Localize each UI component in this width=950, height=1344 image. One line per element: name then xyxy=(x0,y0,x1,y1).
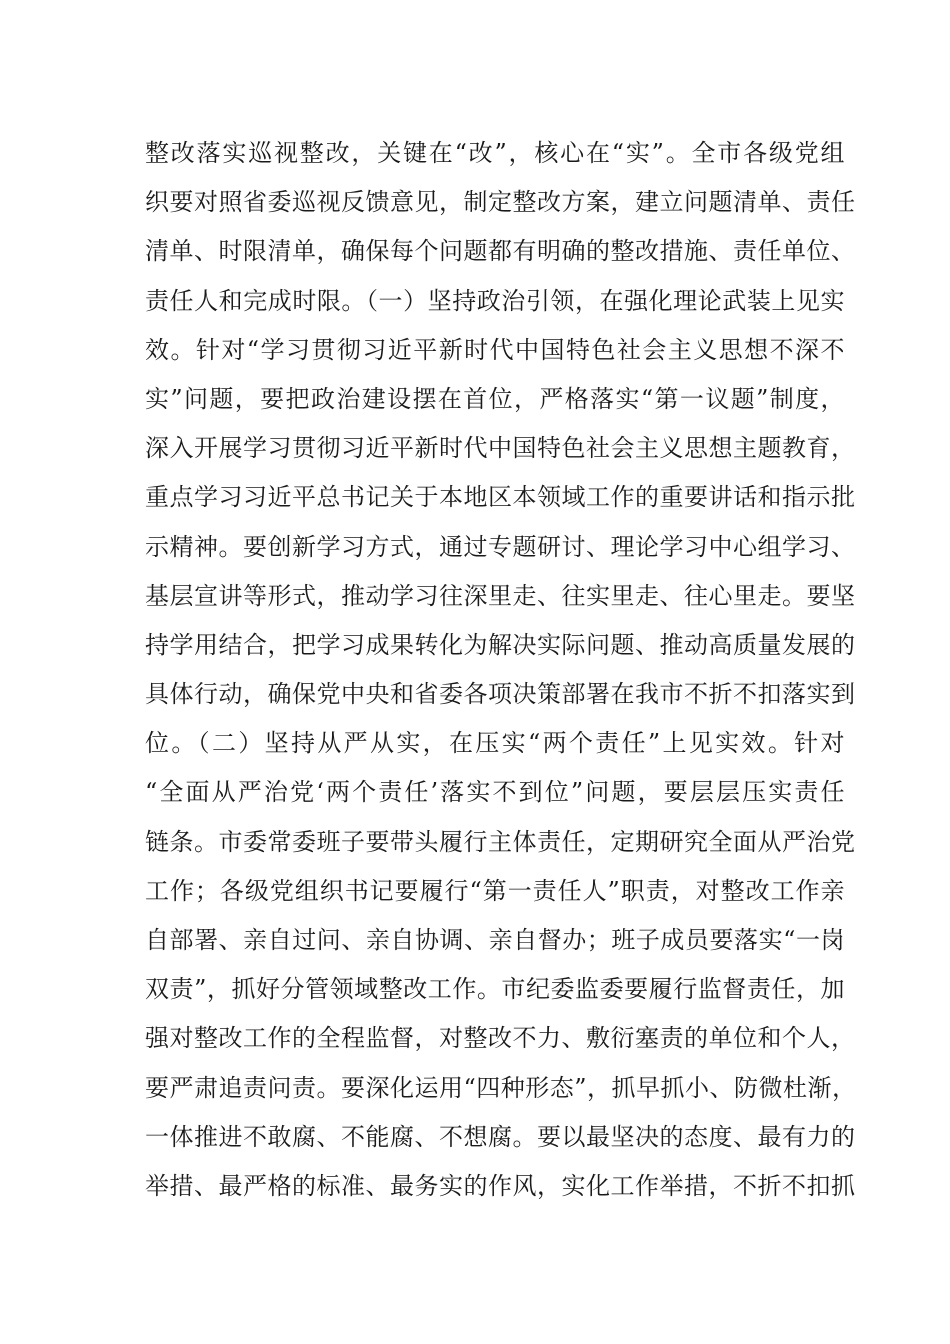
text-line: 要严肃追责问责。要深化运用“四种形态”，抓早抓小、防微杜渐， xyxy=(145,1073,857,1102)
text-line: 清单、时限清单，确保每个问题都有明确的整改措施、责任单位、 xyxy=(145,237,856,266)
document-body xyxy=(145,129,857,1211)
text-line: 举措、最严格的标准、最务实的作风，实化工作举措，不折不扣抓 xyxy=(145,1171,856,1200)
text-line: 持学用结合，把学习成果转化为解决实际问题、推动高质量发展的 xyxy=(145,630,856,659)
text-line: 示精神。要创新学习方式，通过专题研讨、理论学习中心组学习、 xyxy=(145,532,856,561)
text-line: 重点学习习近平总书记关于本地区本领域工作的重要讲话和指示批 xyxy=(145,483,856,512)
text-line: 一体推进不敢腐、不能腐、不想腐。要以最坚决的态度、最有力的 xyxy=(145,1122,856,1151)
text-line: 基层宣讲等形式，推动学习往深里走、往实里走、往心里走。要坚 xyxy=(145,581,856,610)
text-line: 双责”，抓好分管领域整改工作。市纪委监委要履行监督责任，加 xyxy=(145,975,845,1004)
text-line: 自部署、亲自过问、亲自协调、亲自督办；班子成员要落实“一岗 xyxy=(145,926,845,954)
text-line: 效。针对“学习贯彻习近平新时代中国特色社会主义思想不深不 xyxy=(145,335,845,364)
text-line: 链条。市委常委班子要带头履行主体责任，定期研究全面从严治党 xyxy=(145,827,856,856)
text-line: 实”问题，要把政治建设摆在首位，严格落实“第一议题”制度， xyxy=(145,384,845,413)
text-line: “全面从严治党‘两个责任’落实不到位”问题，要层层压实责任 xyxy=(145,778,845,807)
text-line: 织要对照省委巡视反馈意见，制定整改方案，建立问题清单、责任 xyxy=(145,188,856,217)
text-line: 位。（二）坚持从严从实，在压实“两个责任”上见实效。针对 xyxy=(145,729,845,758)
text-line: 责任人和完成时限。（一）坚持政治引领，在强化理论武装上见实 xyxy=(145,286,845,315)
text-line: 整改落实巡视整改，关键在“改”，核心在“实”。全市各级党组 xyxy=(145,139,845,167)
text-line: 工作；各级党组织书记要履行“第一责任人”职责，对整改工作亲 xyxy=(145,876,845,905)
text-line: 强对整改工作的全程监督，对整改不力、敷衍塞责的单位和个人， xyxy=(145,1024,856,1053)
text-line: 具体行动，确保党中央和省委各项决策部署在我市不折不扣落实到 xyxy=(145,680,856,709)
text-line: 深入开展学习贯彻习近平新时代中国特色社会主义思想主题教育， xyxy=(145,434,856,463)
